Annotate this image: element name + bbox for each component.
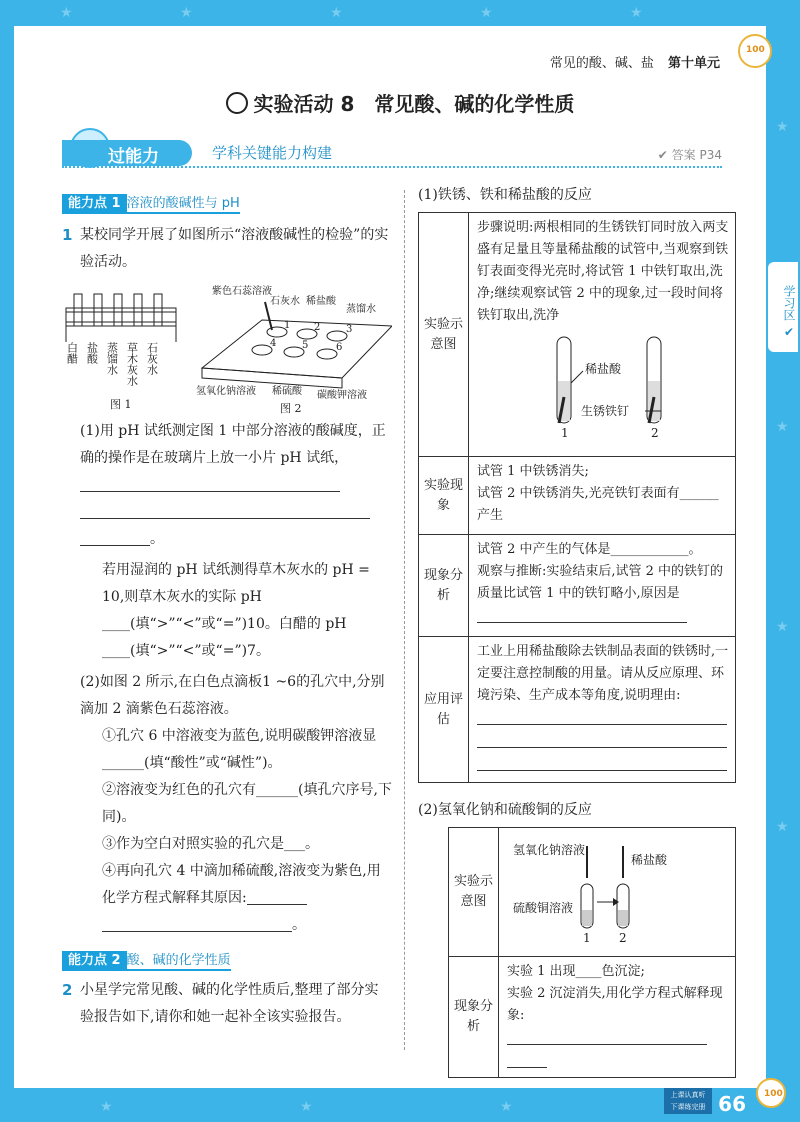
figure-1-2 [62, 282, 392, 414]
star-icon: ★ [776, 819, 789, 835]
fig1-label: 白醋 [65, 342, 79, 364]
ability-point-1: 能力点 1 溶液的酸碱性与 pH [62, 190, 392, 214]
running-header [550, 52, 720, 71]
fig2-label: 稀盐酸 [306, 296, 336, 307]
star-icon: ★ [480, 5, 493, 21]
answer-blank[interactable] [102, 914, 292, 932]
row-header: 现象分析 [419, 535, 469, 637]
page-frame-right [766, 0, 800, 1122]
fig2-label: 碳酸钾溶液 [317, 390, 367, 401]
q1-part1: (1)用 pH 试纸测定图 1 中部分溶液的酸碱度，正确的操作是在玻璃片上放一小片 pH 试纸， 。 [80, 423, 386, 547]
hole-number: 6 [336, 342, 343, 353]
row-content [499, 828, 736, 957]
left-column [62, 190, 392, 1031]
mascot-icon: 100 [738, 34, 772, 68]
row-header: 实验现象 [419, 457, 469, 535]
ability-point-2: 能力点 2 酸、碱的化学性质 [62, 947, 392, 971]
table-row [419, 535, 736, 637]
answer-blank[interactable] [477, 753, 727, 771]
lab-figure [62, 282, 392, 414]
answer-blank[interactable] [247, 887, 307, 905]
star-icon: ★ [630, 5, 643, 21]
section-subtitle: 学科关键能力构建 [212, 144, 333, 162]
q1-part2: (2)如图 2 所示,在白色点滴板1 ~6的孔穴中,分别滴加 2 滴紫色石蕊溶液。 [80, 674, 385, 717]
section-band [62, 140, 722, 168]
row-content: 试管 1 中铁锈消失; 试管 2 中铁锈消失,光亮铁钉表面有______产生 [469, 457, 736, 535]
hole-number: 2 [314, 322, 321, 333]
figure-label: 稀盐酸 [631, 853, 668, 867]
row-content: 实验 1 出现____色沉淀; 实验 2 沉淀消失,用化学方程式解释现象: [499, 957, 736, 1078]
question-1: 1 某校同学开展了如图所示“溶液酸碱性的检验”的实验活动。 [62, 226, 389, 270]
q1-part2-item2: ②溶液变为红色的孔穴有______(填孔穴序号,下同)。 [102, 782, 392, 825]
question-2: 2 小星学完常见酸、碱的化学性质后,整理了部分实验报告如下,请你和她一起补全该实验报告。 [62, 981, 379, 1025]
table-row [419, 637, 736, 783]
star-icon: ★ [60, 5, 73, 21]
answer-blank[interactable] [80, 528, 150, 546]
table-row [449, 828, 736, 957]
chapter-topic: 常见的酸、碱、盐 [549, 56, 654, 71]
star-icon: ★ [776, 619, 789, 635]
right-column [418, 184, 736, 1078]
answer-reference: ✔ 答案 P34 [657, 148, 722, 162]
page-frame-top [0, 0, 800, 26]
figure-label: 氢氧化钠溶液 [513, 843, 586, 857]
report-table-2 [448, 827, 736, 1078]
row-header: 实验示意图 [449, 828, 499, 957]
fig1-label: 盐酸 [85, 342, 99, 364]
fig1-caption: 图 1 [110, 398, 132, 411]
fig2-label: 稀硫酸 [272, 386, 302, 397]
star-icon: ★ [100, 1099, 113, 1115]
fig2-label: 紫色石蕊溶液 [212, 286, 272, 297]
answer-blank[interactable] [507, 1027, 707, 1045]
figure-label: 2 [651, 426, 659, 440]
hole-number: 1 [284, 320, 291, 331]
table-row [449, 957, 736, 1078]
fig2-label: 石灰水 [270, 296, 300, 307]
star-icon: ★ [180, 5, 193, 21]
unit-label: 第十单元 [667, 56, 720, 71]
q1-part2-item3: ③作为空白对照实验的孔穴是___。 [102, 836, 319, 852]
row-content: 步骤说明:两根相同的生锈铁钉同时放入两支盛有足量且等量稀盐酸的试管中,当观察到铁钉表面变得光亮时,将试管 1 中铁钉取出,洗净;继续观察试管 2 中的现象,过一段时间将铁钉取出,洗净 稀盐酸 生锈铁钉 1 2 [469, 213, 736, 457]
hole-number: 4 [270, 338, 277, 349]
test-tube-figure [517, 331, 697, 441]
page-number: 66 [718, 1092, 746, 1116]
page-frame-left [0, 0, 14, 1122]
figure-label: 2 [619, 931, 627, 944]
figure-label: 生锈铁钉 [581, 404, 630, 418]
star-icon: ★ [776, 419, 789, 435]
page-title: 实验活动 8 常见酸、碱的化学性质 [0, 88, 800, 117]
fig2-label: 氢氧化钠溶液 [196, 386, 256, 397]
answer-blank[interactable] [80, 474, 340, 492]
side-tab: 学习区 ✔ [768, 262, 798, 352]
answer-blank[interactable] [80, 501, 370, 519]
figure-label: 稀盐酸 [585, 362, 622, 376]
answer-blank[interactable] [477, 605, 687, 623]
column-divider [404, 190, 405, 1050]
figure-label: 1 [583, 931, 591, 944]
answer-blank[interactable] [507, 1050, 547, 1068]
section-tag: 过能力 [62, 140, 192, 166]
star-icon: ★ [500, 1099, 513, 1115]
row-content: 试管 2 中产生的气体是____________。 观察与推断:实验结束后,试管 2 中的铁钉的质量比试管 1 中的铁钉略小,原因是 [469, 535, 736, 637]
footer-slogan: 上课认真听 下课练完册 [664, 1088, 712, 1114]
fig1-label: 石灰水 [145, 342, 159, 375]
star-icon: ★ [776, 119, 789, 135]
row-header: 实验示意图 [419, 213, 469, 457]
hole-number: 5 [302, 340, 309, 351]
row-content: 工业上用稀盐酸除去铁制品表面的铁锈时,一定要注意控制酸的用量。请从反应原理、环境污染、生产成本等角度,说明理由: [469, 637, 736, 783]
figure-label: 硫酸铜溶液 [513, 901, 574, 915]
mascot-icon: 100 [756, 1078, 786, 1108]
star-icon: ★ [330, 5, 343, 21]
hole-number: 3 [346, 324, 353, 335]
row-header: 现象分析 [449, 957, 499, 1078]
test-tube-figure [507, 832, 727, 944]
fig2-label: 蒸馏水 [346, 304, 376, 315]
table-row [419, 457, 736, 535]
q1-part2-item4: ④再向孔穴 4 中滴加稀硫酸,溶液变为紫色,用化学方程式解释其原因: 。 [102, 863, 381, 933]
figure-label: 1 [561, 426, 569, 440]
q1-part1-ph: 若用湿润的 pH 试纸测得草木灰水的 pH = 10,则草木灰水的实际 pH ____(填“>”“<”或“=”)10。白醋的 pH ____(填“>”“<”或“=”)7。 [102, 562, 370, 659]
report-table-1 [418, 212, 736, 783]
fig2-caption: 图 2 [280, 402, 302, 414]
badge-icon [226, 92, 248, 114]
part2-title: (2)氢氧化钠和硫酸铜的反应 [418, 802, 592, 818]
fig1-label: 草木灰水 [125, 342, 139, 386]
answer-blank[interactable] [477, 707, 727, 725]
answer-blank[interactable] [477, 730, 727, 748]
fig1-label: 蒸馏水 [105, 342, 119, 375]
star-icon: ★ [300, 1099, 313, 1115]
part1-title: (1)铁锈、铁和稀盐酸的反应 [418, 187, 592, 203]
table-row [419, 213, 736, 457]
row-header: 应用评估 [419, 637, 469, 783]
q1-part2-item1: ①孔穴 6 中溶液变为蓝色,说明碳酸钾溶液显______(填“酸性”或“碱性”)。 [102, 728, 377, 771]
